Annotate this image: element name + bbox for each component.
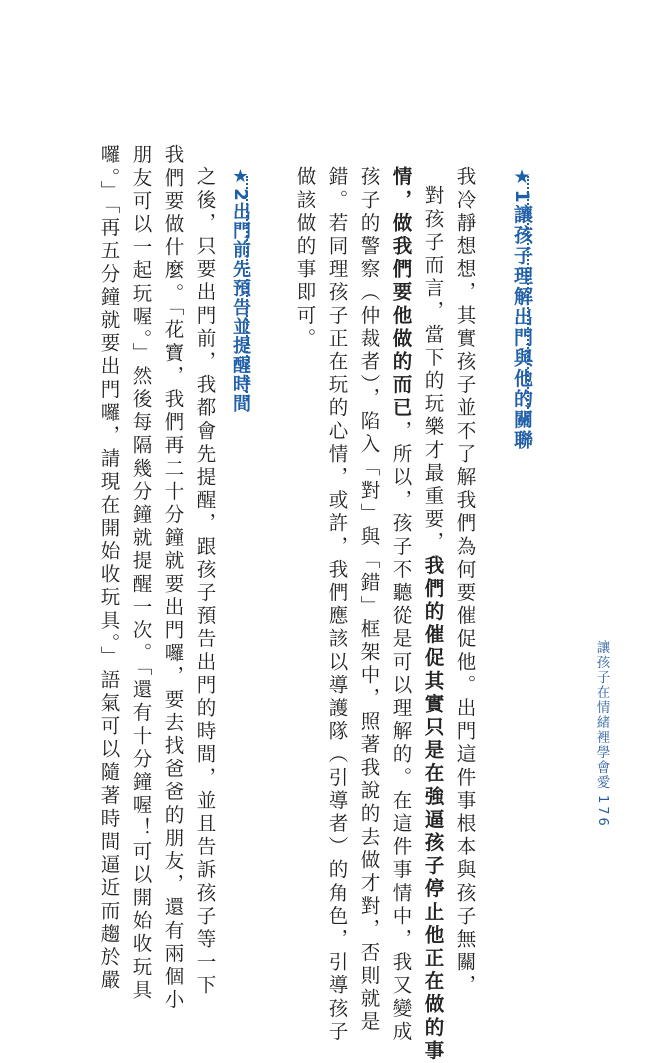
section-1-title: 1讓孩子理解出門與他的關聯 bbox=[511, 189, 533, 451]
section-2-heading-rule bbox=[246, 176, 248, 400]
page-number: 176 bbox=[595, 795, 610, 829]
section-1-line-5: 錯。若同理孩子正在玩的心情，或許，我們應該以導護隊（引導者）的角色，引導孩子 bbox=[325, 166, 349, 1044]
section-2-line-2: 我們要做什麼。「花寶，我們再二十分鐘就要出門囉，要去找爸爸的朋友，還有兩個小 bbox=[161, 144, 185, 1013]
section-2-line-1: 之後，只要出門前，我都會先提醒，跟孩子預告出門的時間，並且告訴孩子等一下 bbox=[193, 166, 217, 998]
section-1-line-3: 情，做我們要他做的而已，所以，孩子不聽從是可以理解的。在這件事情中，我又變成 bbox=[389, 166, 413, 1044]
section-2-line-3: 朋友可以一起玩喔。」然後每隔幾分鐘就提醒一次。「還有十分鐘喔！可以開始收玩具 bbox=[129, 144, 153, 1003]
section-2-line-4: 囉。」「再五分鐘就要出門囉，請現在開始收玩具。」語氣可以隨著時間逼近而趨於嚴 bbox=[97, 144, 121, 993]
section-1-line-6: 做該做的事即可。 bbox=[293, 166, 317, 351]
star-icon: ★ bbox=[230, 166, 251, 189]
section-2-title: 2出門前先預告並提醒時間 bbox=[230, 188, 251, 414]
running-title: 讓孩子在情緒裡學會愛 bbox=[593, 640, 610, 790]
emphasis-text: 我們的催促其實只是在強逼孩子停止他正在做的事 bbox=[421, 554, 445, 1063]
section-1-line-2: 對孩子而言，當下的玩樂才最重要，我們的催促其實只是在強逼孩子停止他正在做的事 bbox=[421, 185, 445, 1063]
section-1-heading-rule bbox=[527, 176, 529, 420]
emphasis-text: 情，做我們要他做的而已 bbox=[389, 166, 413, 421]
section-1-line-1: 我冷靜想想，其實孩子並不了解我們為何要催促他。出門這件事根本與孩子無關， bbox=[453, 166, 477, 998]
section-1-line-4: 孩子的警察（仲裁者），陷入「對」與「錯」框架中，照著我說的去做才對，否則就是 bbox=[357, 166, 381, 1035]
star-icon: ★ bbox=[511, 166, 533, 190]
